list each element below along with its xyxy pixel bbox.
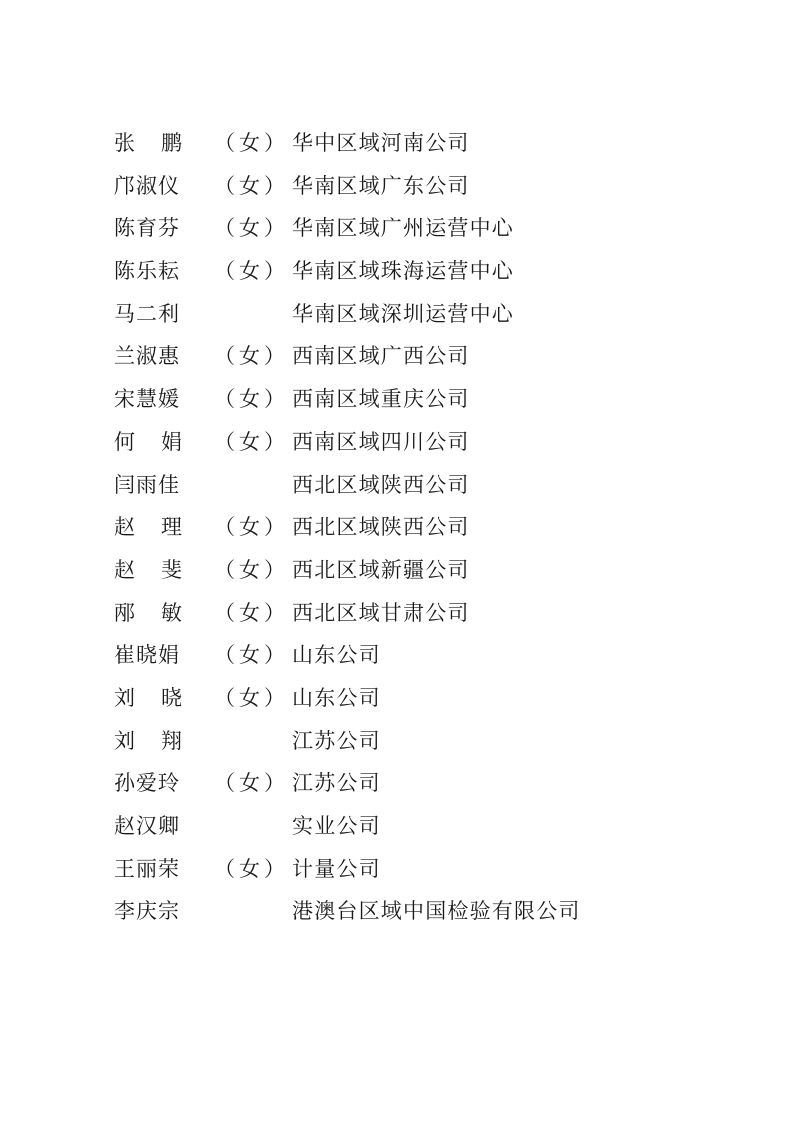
gender-note: （女）	[214, 557, 289, 582]
gender-note: （女）	[214, 429, 289, 454]
person-name: 邝淑仪	[114, 173, 180, 198]
organization: 华南区域珠海运营中心	[292, 259, 514, 284]
gender-note: （女）	[214, 643, 289, 668]
list-item	[114, 464, 674, 507]
list-item	[114, 421, 674, 464]
person-name: 王丽荣	[114, 856, 180, 881]
gender-note: （女）	[214, 515, 289, 540]
list-item	[114, 634, 674, 677]
list-item	[114, 720, 674, 763]
list-item	[114, 207, 674, 250]
list-item	[114, 335, 674, 378]
person-name: 宋慧媛	[114, 387, 180, 412]
person-name: 邴敏	[114, 600, 208, 625]
gender-note: （女）	[214, 387, 289, 412]
gender-note: （女）	[214, 771, 289, 796]
organization: 华南区域深圳运营中心	[292, 301, 514, 326]
person-name: 闫雨佳	[114, 472, 180, 497]
list-item	[114, 762, 674, 805]
person-name: 赵汉卿	[114, 814, 180, 838]
person-name: 崔晓娟	[114, 643, 180, 668]
person-name: 李庆宗	[114, 899, 180, 924]
person-name: 陈乐耘	[114, 259, 180, 284]
person-name: 赵斐	[114, 557, 208, 582]
organization: 西北区域新疆公司	[292, 557, 470, 582]
gender-note: （女）	[214, 685, 289, 710]
list-item	[114, 250, 674, 293]
list-item	[114, 549, 674, 592]
list-item	[114, 805, 674, 848]
organization: 西南区域广西公司	[292, 344, 470, 369]
gender-note: （女）	[214, 259, 289, 284]
person-name: 陈育芬	[114, 216, 180, 241]
organization: 计量公司	[292, 856, 381, 881]
person-name: 何娟	[114, 429, 208, 454]
person-name: 刘翔	[114, 728, 208, 753]
list-item	[114, 592, 674, 635]
person-name: 兰淑惠	[114, 344, 180, 369]
gender-note: （女）	[214, 856, 289, 881]
gender-note: （女）	[214, 173, 289, 198]
organization: 西南区域四川公司	[292, 429, 470, 454]
list-item	[114, 122, 674, 165]
gender-note: （女）	[214, 216, 289, 241]
list-item	[114, 165, 674, 208]
organization: 西北区域陕西公司	[292, 515, 470, 540]
person-name: 刘晓	[114, 685, 208, 710]
list-item	[114, 378, 674, 421]
organization: 西北区域陕西公司	[292, 472, 470, 497]
list-item	[114, 677, 674, 720]
gender-note: （女）	[214, 131, 289, 155]
gender-note: （女）	[214, 600, 289, 625]
organization: 华南区域广州运营中心	[292, 216, 514, 241]
person-name: 张鹏	[114, 131, 208, 155]
list-item	[114, 890, 674, 933]
person-name: 马二利	[114, 301, 180, 326]
list-item	[114, 293, 674, 336]
organization: 西南区域重庆公司	[292, 387, 470, 412]
person-name: 赵理	[114, 515, 208, 540]
organization: 山东公司	[292, 685, 381, 710]
organization: 实业公司	[292, 814, 381, 838]
organization: 西北区域甘肃公司	[292, 600, 470, 625]
organization: 山东公司	[292, 643, 381, 668]
organization: 江苏公司	[292, 728, 381, 753]
organization: 港澳台区域中国检验有限公司	[292, 899, 581, 924]
list-item	[114, 848, 674, 891]
person-name: 孙爱玲	[114, 771, 180, 796]
personnel-list	[114, 122, 674, 933]
organization: 江苏公司	[292, 771, 381, 796]
gender-note: （女）	[214, 344, 289, 369]
organization: 华南区域广东公司	[292, 173, 470, 198]
organization: 华中区域河南公司	[292, 131, 470, 155]
list-item	[114, 506, 674, 549]
